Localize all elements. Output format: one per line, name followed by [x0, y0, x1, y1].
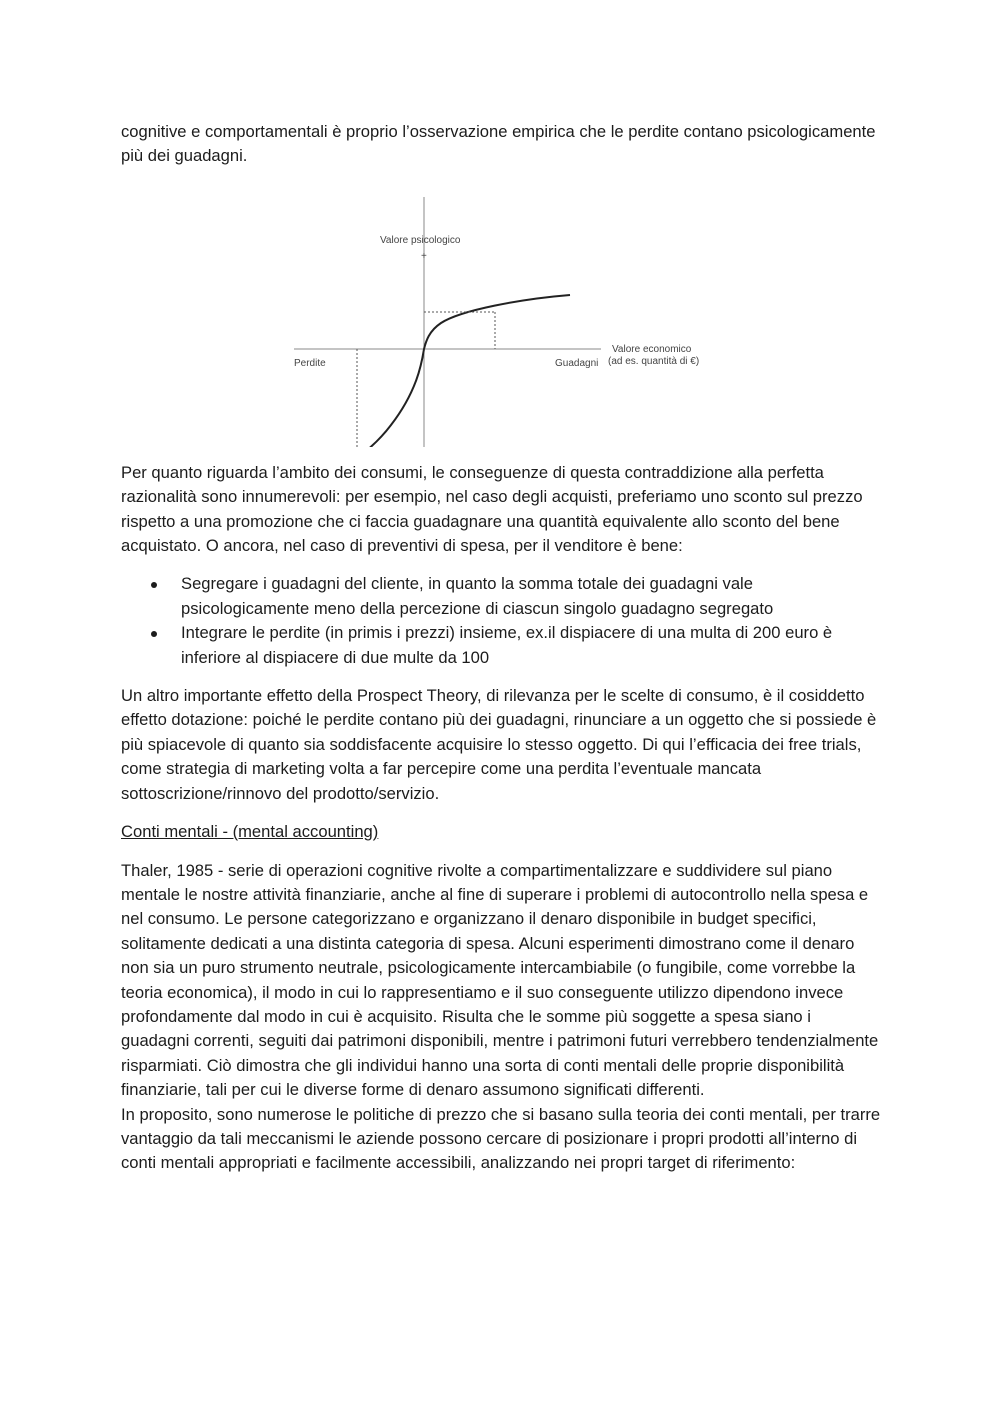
value-function-svg — [121, 175, 881, 447]
consumption-paragraph: Per quanto riguarda l’ambito dei consumi, le conseguenze di questa contraddizione alla perfetta razionalità sono innumerevoli: per esempio, nel caso degli acquisti, preferiamo uno sconto sul prezzo rispetto a una promozione che ci faccia guadagnare una quantità equivalente allo sconto del bene acquistato. O ancora, nel caso di preventivi di spesa, per il venditore è bene: — [121, 462, 863, 556]
losses-label: Perdite — [294, 357, 326, 369]
bullet-dot-icon — [151, 631, 157, 637]
list-item — [121, 572, 881, 621]
endowment-effect-paragraph: Un altro importante effetto della Prospect Theory, di rilevanza per le scelte di consumo, è il cosiddetto effetto dotazione: poiché le perdite contano più dei guadagni, rinunciare a un oggetto che si possiede è più spiacevole di quanto sia soddisfacente acquisire lo stesso oggetto. Di qui l’efficacia dei free trials, come strategia di marketing volta a far percepire come una perdita l’eventuale mancata sottoscrizione/rinnovo del prodotto/servizio. — [121, 686, 877, 803]
thaler-paragraph: Thaler, 1985 - serie di operazioni cognitive rivolte a compartimentalizzare e suddividere sul piano mentale le nostre attività finanziarie, anche al fine di superare i problemi di autocontrollo nella spesa e nel consumo. Le persone categorizzano e organizzano il denaro disponibile in budget specifici, solitamente dedicati a una distinta categoria di spesa. Alcuni esperimenti dimostrano come il denaro non sia un puro strumento neutrale, psicologicamente intercambiabile (o fungibile, come vorrebbe la teoria economica), il modo in cui lo rappresentiamo e il suo conseguente utilizzo dipendono invece profondamente dal modo in cui è acquisito. Risulta che le somme più soggette a spesa siano i guadagni correnti, seguiti dai patrimoni disponibili, mentre i patrimoni futuri verrebbero tendenzialmente risparmiati. Ciò dimostra che gli individui hanno una sorta di conti mentali delle proprie disponibilità finanziarie, tali per cui le diverse forme di denaro assumono significati differenti. — [121, 860, 879, 1100]
section-heading: Conti mentali - (mental accounting) — [121, 822, 379, 842]
value-function-curve — [336, 295, 570, 447]
list-item-text: Integrare le perdite (in primis i prezzi) insieme, ex.il dispiacere di una multa di 200 euro è inferiore al dispiacere di due multe da 100 — [181, 623, 833, 667]
bullet-dot-icon — [151, 582, 157, 588]
y-axis-label: Valore psicologico — [380, 234, 461, 246]
y-axis-plus: + — [421, 250, 427, 262]
prospect-theory-value-function-figure — [121, 175, 881, 447]
x-axis-label-line2: (ad es. quantità di €) — [608, 355, 700, 367]
x-axis-label-line1: Valore economico — [612, 343, 692, 355]
pricing-policies-paragraph: In proposito, sono numerose le politiche di prezzo che si basano sulla teoria dei conti mentali, per trarre vantaggio da tali meccanismi le aziende possono cercare di posizionare i propri prodotti all’interno di conti mentali appropriati e facilmente accessibili, analizzando nei propri target di riferimento: — [121, 1104, 881, 1173]
list-item — [121, 621, 881, 670]
gains-label: Guadagni — [555, 357, 599, 369]
intro-paragraph: cognitive e comportamentali è proprio l’osservazione empirica che le perdite contano psicologicamente più dei guadagni. — [121, 122, 876, 166]
document-page — [121, 120, 881, 1176]
list-item-text: Segregare i guadagni del cliente, in quanto la somma totale dei guadagni vale psicologicamente meno della percezione di ciascun singolo guadagno segregato — [181, 574, 774, 618]
seller-advice-list — [121, 572, 881, 670]
